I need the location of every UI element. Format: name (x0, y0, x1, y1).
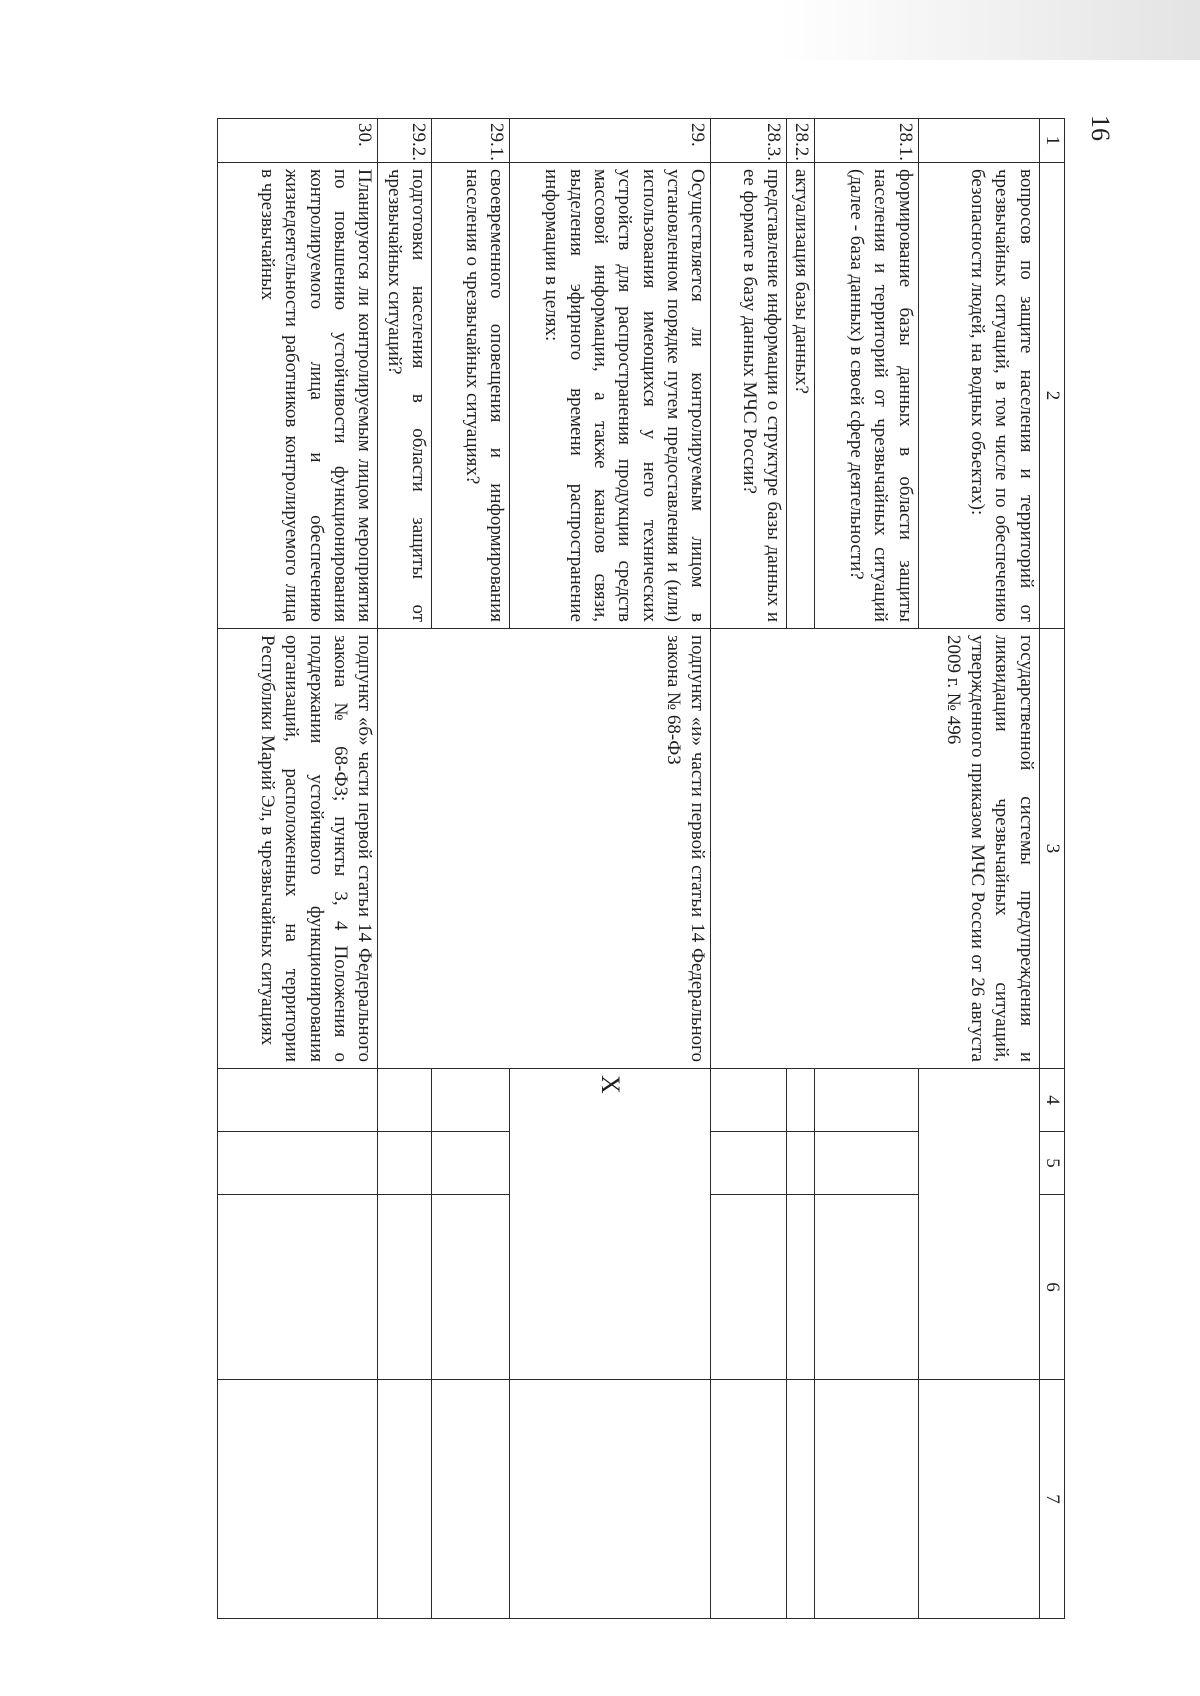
row-answer-na (432, 1195, 510, 1380)
row-number: 29. (510, 119, 711, 163)
row-number: 29.1. (432, 119, 510, 163)
column-header-row (1039, 119, 1064, 1619)
row-answer-no (218, 1132, 378, 1195)
row-legal-basis: подпункт «б» части первой статьи 14 Федерального закона № 68-ФЗ; пункты 3, 4 Положения о поддержании устойчивого функционирования организаций, расположенных на территории Республики Марий Эл, в чрезвычайных ситуациях (218, 629, 378, 1069)
checklist-table (217, 118, 1065, 1619)
row-number: 30. (218, 119, 378, 163)
row-number: 28.3. (711, 119, 787, 163)
row-answer-yes (814, 1069, 918, 1132)
row-answer-no (378, 1132, 432, 1195)
column-header-1: 1 (1039, 119, 1064, 163)
row-answer-na (814, 1195, 918, 1380)
row-note-cell (432, 1380, 510, 1619)
row-note-cell (918, 1380, 1039, 1619)
row-legal-basis: государственной системы предупреждения и ликвидации чрезвычайных ситуаций, утвержденного приказом МЧС России от 26 августа 2009 г. № 496 (711, 629, 1039, 1069)
row-question: своевременного оповещения и информирования населения о чрезвычайных ситуациях? (432, 163, 510, 629)
row-question: вопросов по защите населения и территорий от чрезвычайных ситуаций, в том числе по обеспечению безопасности людей, на водных объектах): (918, 163, 1039, 629)
row-answer-yes (711, 1069, 787, 1132)
row-answer-no (432, 1132, 510, 1195)
row-number: 28.2. (787, 119, 814, 163)
row-answer-no (814, 1132, 918, 1195)
row-answer-yes (218, 1069, 378, 1132)
row-note-cell (787, 1380, 814, 1619)
scan-shading (780, 0, 1200, 60)
column-header-3: 3 (1039, 629, 1064, 1069)
column-header-7: 7 (1039, 1380, 1064, 1619)
row-note-cell (378, 1380, 432, 1619)
row-number: 28.1. (814, 119, 918, 163)
row-answer-no (787, 1132, 814, 1195)
column-header-5: 5 (1039, 1132, 1064, 1195)
rotated-page (205, 118, 1065, 1618)
row-question: актуализация базы данных? (787, 163, 814, 629)
row-question: формирование базы данных в области защиты населения и территорий от чрезвычайных ситуаций (далее - база данных) в своей сфере деятельности? (814, 163, 918, 629)
row-not-applicable-mark: X (510, 1069, 711, 1380)
row-question: Планируются ли контролируемым лицом мероприятия по повышению устойчивости функционирования контролируемого лица и обеспечению жизнедеятельности работников контролируемого лица в чрезвычайных (218, 163, 378, 629)
row-answer-yes (787, 1069, 814, 1132)
table-row (218, 119, 378, 1619)
column-header-6: 6 (1039, 1195, 1064, 1380)
column-header-4: 4 (1039, 1069, 1064, 1132)
row-number (918, 119, 1039, 163)
row-answer-na (218, 1195, 378, 1380)
column-header-2: 2 (1039, 163, 1064, 629)
row-answer-no (711, 1132, 787, 1195)
table-row (510, 119, 711, 1619)
row-question: представление информации о структуре базы данных и ее формате в базу данных МЧС России? (711, 163, 787, 629)
row-note-cell (814, 1380, 918, 1619)
page-number: 16 (1086, 115, 1115, 141)
row-answer-na (787, 1195, 814, 1380)
row-number: 29.2. (378, 119, 432, 163)
table-row (918, 119, 1039, 1619)
row-answer-yes (432, 1069, 510, 1132)
row-answer-na (378, 1195, 432, 1380)
row-answer-cell (918, 1069, 1039, 1380)
row-note-cell (218, 1380, 378, 1619)
row-legal-basis: подпункт «и» части первой статьи 14 Федерального закона № 68-ФЗ (378, 629, 711, 1069)
row-note-cell (711, 1380, 787, 1619)
row-question: подготовки населения в области защиты от чрезвычайных ситуаций? (378, 163, 432, 629)
row-note-cell (510, 1380, 711, 1619)
row-answer-yes (378, 1069, 432, 1132)
row-answer-na (711, 1195, 787, 1380)
row-question: Осуществляется ли контролируемым лицом в установленном порядке путем предоставления и (или) использования имеющихся у него технических устройств для распространения продукции средств массовой информации, а также каналов связи, выделения эфирного времени распространение информации в целях: (510, 163, 711, 629)
